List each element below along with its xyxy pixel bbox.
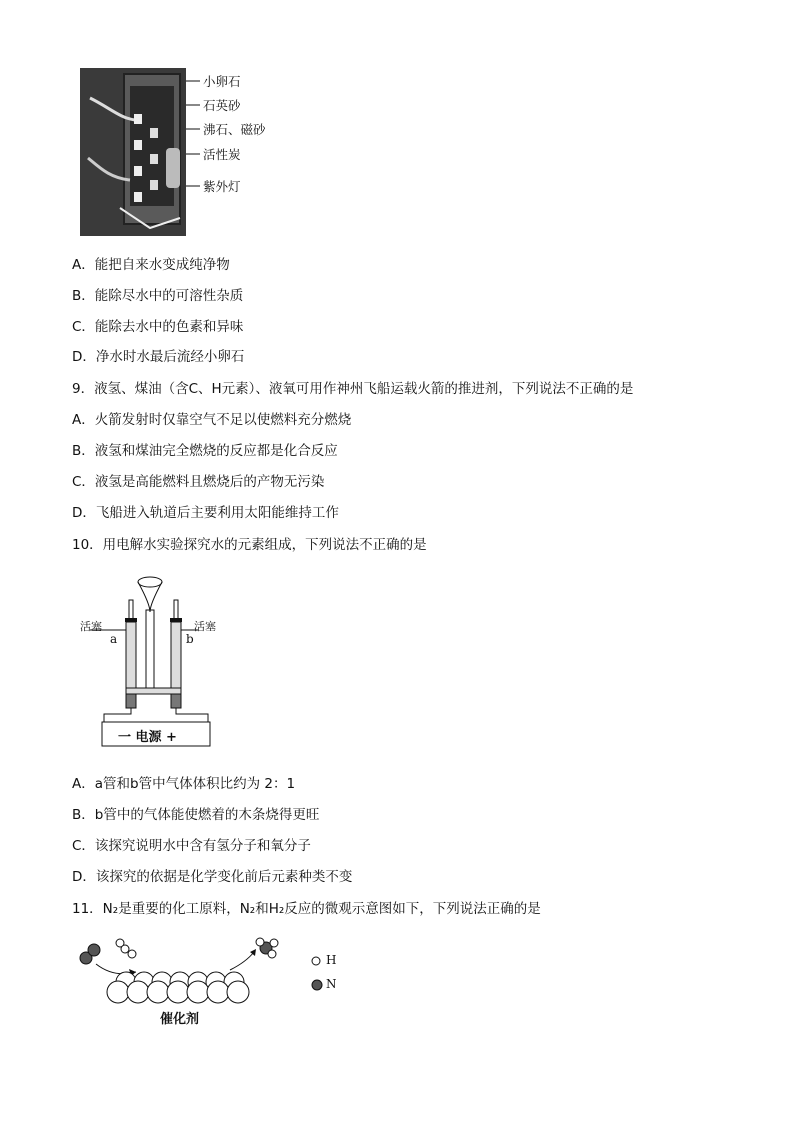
q8-option-a: A．能把自来水变成纯净物 <box>72 257 230 273</box>
filter-figure <box>80 68 280 240</box>
q9-option-a: A．火箭发射时仅靠空气不足以使燃料充分燃烧 <box>72 412 352 428</box>
power-source-label: 一 电源 + <box>118 730 177 745</box>
filter-label-zeolite: 沸石、磁砂 <box>203 122 266 137</box>
q10-option-b: B．b管中的气体能使燃着的木条烧得更旺 <box>72 807 320 823</box>
right-valve-label: 活塞 <box>194 620 216 633</box>
legend-h-label: H <box>326 953 337 967</box>
tube-b-label: b <box>186 632 194 646</box>
q9-option-c: C．液氢是高能燃料且燃烧后的产物无污染 <box>72 474 325 490</box>
reaction-diagram <box>74 934 364 1030</box>
q8-option-b: B．能除尽水中的可溶性杂质 <box>72 288 244 304</box>
q10-option-a: A．a管和b管中气体体积比约为 2：1 <box>72 776 296 792</box>
q9-option-b: B．液氢和煤油完全燃烧的反应都是化合反应 <box>72 443 338 459</box>
q8-option-d: D．净水时水最后流经小卵石 <box>72 349 245 365</box>
q8-option-c: C．能除去水中的色素和异味 <box>72 319 244 335</box>
filter-photo <box>80 68 280 240</box>
legend-n-label: N <box>326 977 337 991</box>
filter-label-uv: 紫外灯 <box>203 179 241 194</box>
q9-option-d: D．飞船进入轨道后主要利用太阳能维持工作 <box>72 505 339 521</box>
left-valve-label: 活塞 <box>80 620 102 633</box>
q9-stem: 9．液氢、煤油（含C、H元素）、液氧可用作神州飞船运载火箭的推进剂，下列说法不正确的是 <box>72 381 634 397</box>
q10-stem: 10．用电解水实验探究水的元素组成，下列说法不正确的是 <box>72 537 427 553</box>
q10-option-c: C．该探究说明水中含有氢分子和氧分子 <box>72 838 311 854</box>
tube-a-label: a <box>110 632 118 646</box>
q10-option-d: D．该探究的依据是化学变化前后元素种类不变 <box>72 869 353 885</box>
filter-label-carbon: 活性炭 <box>203 147 241 162</box>
electrolysis-figure <box>80 572 220 752</box>
q11-stem: 11．N₂是重要的化工原料，N₂和H₂反应的微观示意图如下，下列说法正确的是 <box>72 901 541 917</box>
filter-label-pebble: 小卵石 <box>203 74 241 89</box>
catalyst-figure <box>74 934 364 1030</box>
catalyst-label: 催化剂 <box>160 1012 200 1027</box>
electrolysis-apparatus <box>80 572 220 752</box>
filter-label-quartz: 石英砂 <box>203 98 241 113</box>
